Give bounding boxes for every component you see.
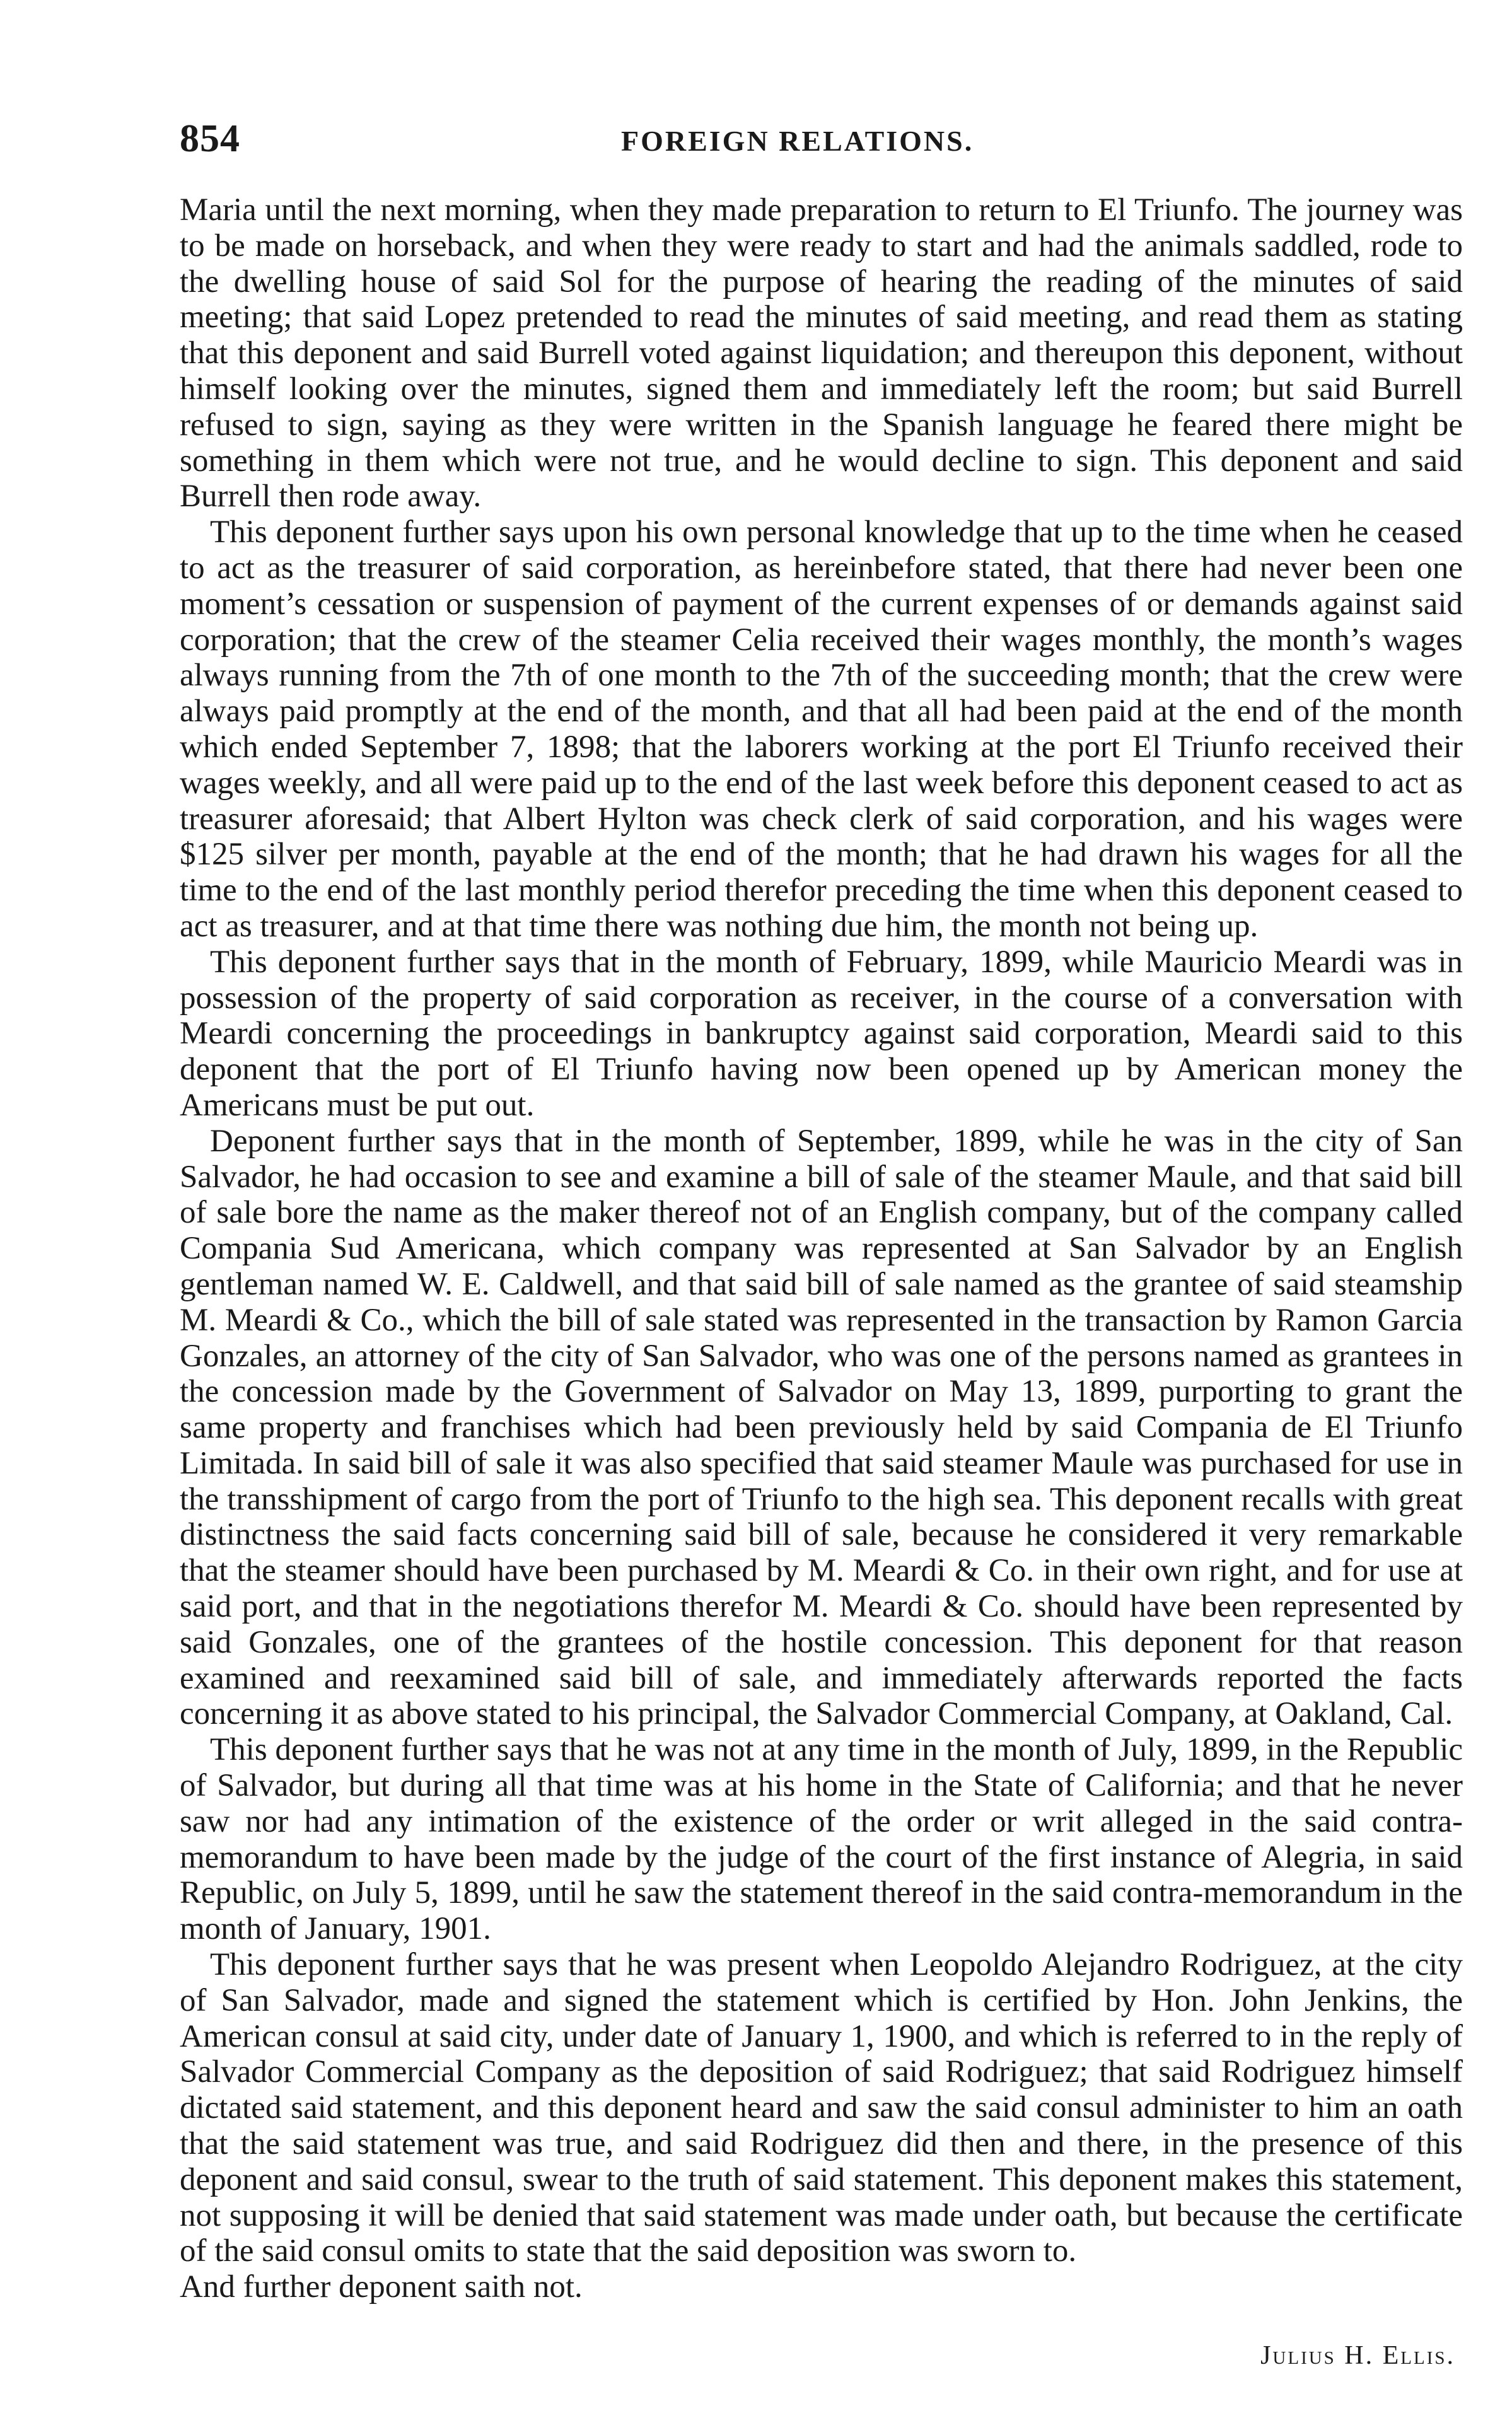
page-number: 854 <box>180 117 240 160</box>
page-header <box>180 117 1460 167</box>
closing-line: And further deponent saith not. <box>180 2269 583 2305</box>
paragraph-meardi-conversation: This deponent further says that in the month of February, 1899, while Mauricio Meardi was in possession of the property of said corporation as receiver, in the course of a conversation with Meardi concerning the proceedings in bankruptcy against said corporation, Meardi said to this deponent that the port of El Triunfo having now been opened up by American money the Americans must be put out. <box>180 944 1463 1123</box>
paragraph-rodriguez-statement: This deponent further says that he was present when Leopoldo Alejandro Rodriguez, at the city of San Salvador, made and signed the statement which is certified by Hon. John Jenkins, the American consul at said city, under date of January 1, 1900, and which is referred to in the reply of Salvador Commercial Company as the deposition of said Rodriguez; that said Rodriguez himself dictated said statement, and this deponent heard and saw the said consul administer to him an oath that the said statement was true, and said Rodriguez did then and there, in the presence of this deponent and said consul, swear to the truth of said statement. This deponent makes this statement, not supposing it will be denied that said statement was made under oath, but because the certificate of the said consul omits to state that the said deposition was sworn to. <box>180 1947 1463 2269</box>
paragraph-bill-of-sale: Deponent further says that in the month of September, 1899, while he was in the city of San Salvador, he had occasion to see and examine a bill of sale of the steamer Maule, and that said bill of sale bore the name as the maker thereof not of an English company, but of the company called Compania Sud Americana, which company was represented at San Salvador by an English gentleman named W. E. Caldwell, and that said bill of sale named as the grantee of said steamship M. Meardi & Co., which the bill of sale stated was represented in the transaction by Ramon Garcia Gonzales, an attorney of the city of San Salvador, who was one of the persons named as grantees in the concession made by the Government of Salvador on May 13, 1899, purporting to grant the same property and franchises which had been previously held by said Compania de El Triunfo Limitada. In said bill of sale it was also specified that said steamer Maule was purchased for use in the transshipment of cargo from the port of Triunfo to the high sea. This deponent recalls with great distinctness the said facts concerning said bill of sale, because he considered it very remarkable that the steamer should have been purchased by M. Meardi & Co. in their own right, and for use at said port, and that in the negotiations therefor M. Meardi & Co. should have been represented by said Gonzales, one of the grantees of the hostile concession. This deponent for that reason examined and reexamined said bill of sale, and immediately afterwards reported the facts concerning it as above stated to his principal, the Salvador Commercial Company, at Oakland, Cal. <box>180 1123 1463 1732</box>
running-head: FOREIGN RELATIONS. <box>621 125 974 157</box>
signature: Julius H. Ellis. <box>1260 2341 1455 2370</box>
paragraph-july-1899: This deponent further says that he was not at any time in the month of July, 1899, in the Republic of Salvador, but during all that time was at his home in the State of California; and that he never saw nor had any intimation of the existence of the order or writ alleged in the said contra-memorandum to have been made by the judge of the court of the first instance of Alegria, in said Republic, on July 5, 1899, until he saw the statement thereof in the said contra-memorandum in the month of January, 1901. <box>180 1732 1463 1947</box>
paragraph-treasurer-payments: This deponent further says upon his own personal knowledge that up to the time when he ceased to act as the treasurer of said corporation, as hereinbefore stated, that there had never been one moment’s cessation or suspension of payment of the current expenses of or demands against said corporation; that the crew of the steamer Celia received their wages monthly, the month’s wages always running from the 7th of one month to the 7th of the succeeding month; that the crew were always paid promptly at the end of the month, and that all had been paid at the end of the month which ended September 7, 1898; that the laborers working at the port El Triunfo received their wages weekly, and all were paid up to the end of the last week before this deponent ceased to act as treasurer aforesaid; that Albert Hylton was check clerk of said corporation, and his wages were $125 silver per month, payable at the end of the month; that he had drawn his wages for all the time to the end of the last monthly period therefor preceding the time when this deponent ceased to act as treasurer, and at that time there was nothing due him, the month not being up. <box>180 514 1463 944</box>
deposition-body <box>180 192 1463 2305</box>
paragraph-continuation: Maria until the next morning, when they made preparation to return to El Triunfo. The journey was to be made on horseback, and when they were ready to start and had the animals saddled, rode to the dwelling house of said Sol for the purpose of hearing the reading of the minutes of said meeting; that said Lopez pretended to read the minutes of said meeting, and read them as stating that this deponent and said Burrell voted against liquidation; and thereupon this deponent, without himself looking over the minutes, signed them and immediately left the room; but said Burrell refused to sign, saying as they were written in the Spanish language he feared there might be something in them which were not true, and he would decline to sign. This deponent and said Burrell then rode away. <box>180 192 1463 514</box>
